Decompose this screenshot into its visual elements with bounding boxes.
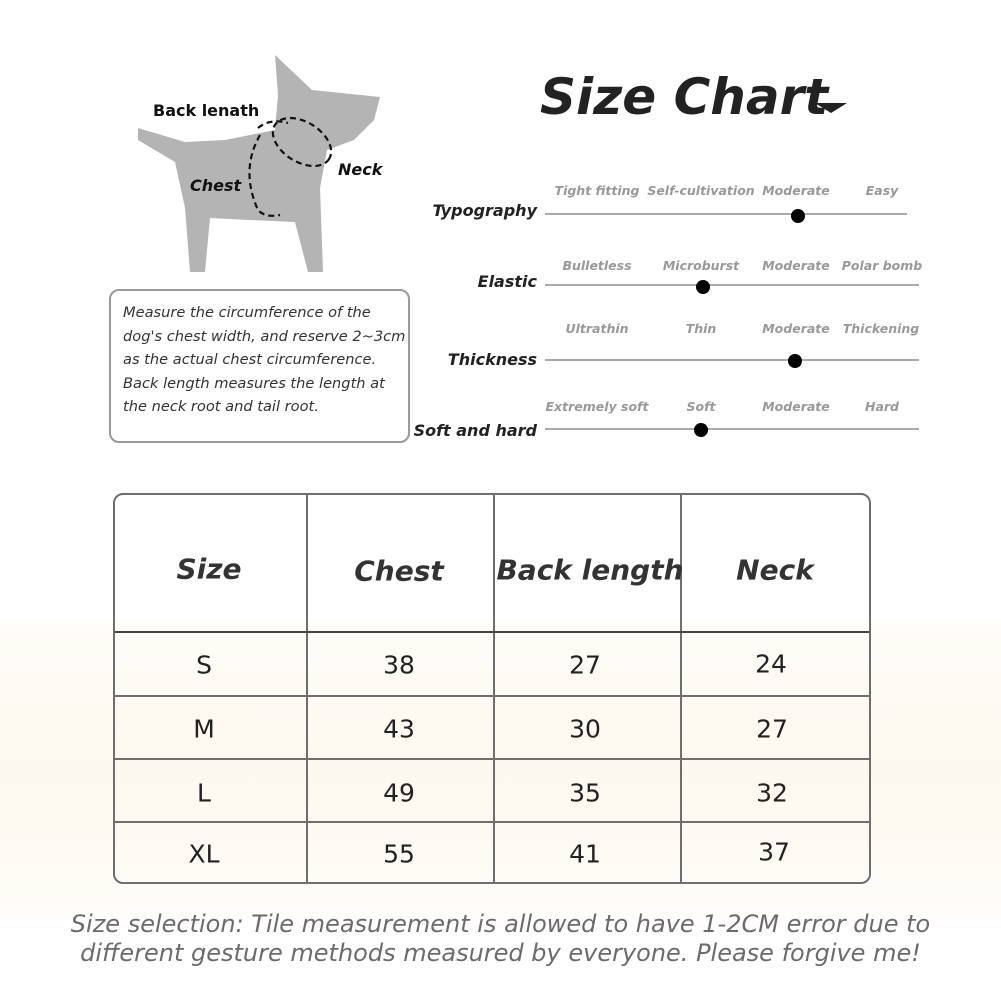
cell-size: S [196,650,212,680]
scale-option: Soft [686,399,716,414]
scale-track-typography [545,213,907,215]
cell-chest: 38 [383,650,415,680]
scale-option: Tight fitting [554,183,640,198]
caret-down-icon [815,103,847,113]
cell-back-length: 30 [569,714,601,744]
scale-option: Self-cultivation [647,183,755,198]
cell-neck: 32 [756,778,788,808]
cell-back-length: 35 [569,778,601,808]
scale-marker-elastic [696,280,710,294]
neck-label: Neck [338,160,383,179]
scale-option: Thickening [842,321,920,336]
measurement-note: Measure the circumference of the dog's chest width, and reserve 2~3cm as the actual chest circumference. Back length measures the length at the neck root and tail root. [109,289,410,443]
row-divider [115,821,869,823]
row-divider [115,695,869,697]
column-divider [493,495,495,882]
scale-track-elastic [545,284,919,286]
scale-name-elastic: Elastic [477,272,537,291]
cell-neck: 37 [758,837,790,867]
scale-option: Ultrathin [565,321,629,336]
header-chest: Chest [354,554,444,588]
scale-option: Polar bomb [841,258,923,273]
back-length-label: Back lenath [153,101,260,120]
header-back-length: Back length [496,553,684,587]
scale-option: Moderate [762,258,830,273]
scale-name-soft-and-hard: Soft and hard [413,421,537,440]
size-table [113,493,871,884]
column-divider [306,495,308,882]
cell-size: XL [188,839,220,869]
scale-option: Hard [864,399,900,414]
header-divider [115,631,869,633]
scale-option: Thin [685,321,717,336]
scale-option: Microburst [662,258,740,273]
cell-neck: 27 [756,714,788,744]
scale-option: Extremely soft [545,399,649,414]
chest-label: Chest [190,176,242,195]
scale-track-thickness [545,359,919,361]
scale-name-thickness: Thickness [447,350,537,369]
cell-neck: 24 [755,649,787,679]
scale-marker-thickness [788,354,802,368]
cell-size: L [197,778,211,808]
scale-marker-soft-and-hard [694,423,708,437]
size-disclaimer-line-1: Size selection: Tile measurement is allowed to have 1-2CM error due to [70,910,931,938]
scale-marker-typography [791,209,805,223]
row-divider [115,758,869,760]
header-size: Size [176,552,242,586]
page-title: Size Chart [540,68,829,126]
scale-option: Easy [865,183,899,198]
cell-chest: 49 [383,778,415,808]
scale-option: Bulletless [562,258,632,273]
scale-name-typography: Typography [432,201,537,220]
size-disclaimer-line-2: different gesture methods measured by everyone. Please forgive me! [80,939,921,967]
cell-size: M [193,714,215,744]
header-neck: Neck [736,553,814,587]
size-disclaimer [0,910,1001,968]
scale-option: Moderate [762,183,830,198]
cell-chest: 43 [383,714,415,744]
cell-back-length: 41 [569,839,601,869]
scale-track-soft-and-hard [545,428,919,430]
scale-option: Moderate [762,399,830,414]
cell-chest: 55 [383,839,415,869]
cell-back-length: 27 [569,650,601,680]
scale-option: Moderate [762,321,830,336]
